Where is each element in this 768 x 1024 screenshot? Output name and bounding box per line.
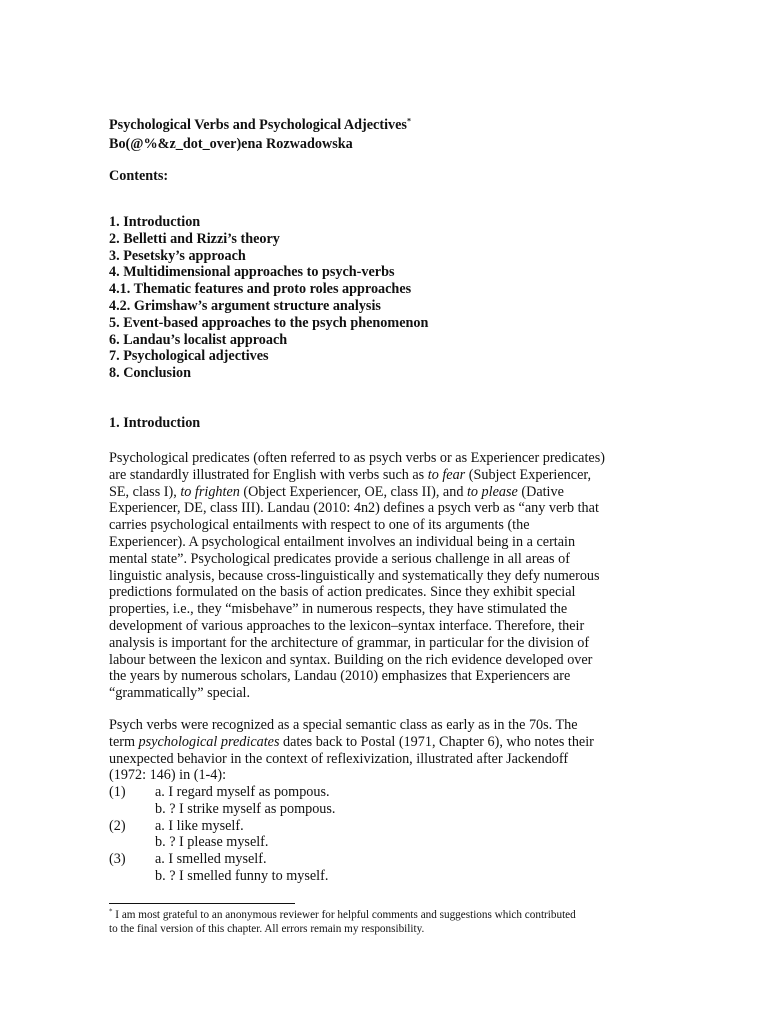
footnote bbox=[109, 908, 576, 936]
text-line: development of various approaches to the lexicon–syntax interface. Therefore, their bbox=[109, 617, 585, 634]
text-line: labour between the lexicon and syntax. Building on the rich evidence developed over bbox=[109, 651, 593, 668]
text-line: unexpected behavior in the context of reflexivization, illustrated after Jackendoff bbox=[109, 750, 569, 767]
table-of-contents bbox=[109, 214, 428, 382]
toc-item: 8. Conclusion bbox=[109, 365, 191, 382]
title-text: Psychological Verbs and Psychological Adjectives bbox=[109, 117, 407, 133]
toc-item: 4.2. Grimshaw’s argument structure analysis bbox=[109, 297, 381, 314]
toc-item: 3. Pesetsky’s approach bbox=[109, 247, 246, 264]
toc-item: 4.1. Thematic features and proto roles approaches bbox=[109, 281, 412, 298]
text-line: analysis is important for the architecture of grammar, in particular for the division of bbox=[109, 634, 590, 651]
text-run: dates back to Postal (1971, Chapter 6), who notes their bbox=[279, 733, 594, 750]
italic-term: to please bbox=[466, 483, 518, 500]
title-block bbox=[109, 116, 411, 154]
contents-label: Contents: bbox=[109, 168, 169, 184]
text-line bbox=[109, 467, 605, 484]
example-text: b. ? I strike myself as pompous. bbox=[155, 800, 336, 817]
title-footnote-marker[interactable]: * bbox=[406, 116, 411, 126]
text-line: the years by numerous scholars, Landau (2010) emphasizes that Experiencers are bbox=[109, 668, 571, 685]
text-line: carries psychological entailments with respect to one of its arguments (the bbox=[109, 517, 530, 534]
italic-term: psychological predicates bbox=[138, 733, 280, 750]
text-run: (Object Experiencer, OE, class II), and bbox=[239, 483, 467, 500]
footnote-text: I am most grateful to an anonymous reviewer for helpful comments and suggestions which contributed bbox=[112, 909, 576, 921]
author-name: Bo(@%&z_dot_over)ena Rozwadowska bbox=[109, 136, 353, 152]
text-line: “grammatically” special. bbox=[109, 685, 251, 702]
toc-item: 4. Multidimensional approaches to psych-verbs bbox=[109, 264, 395, 281]
example-text: a. I like myself. bbox=[155, 817, 244, 834]
example-number: (1) bbox=[109, 784, 126, 800]
example-text: b. ? I please myself. bbox=[155, 834, 269, 851]
text-run: (Dative bbox=[517, 483, 564, 500]
paragraph-1 bbox=[109, 450, 605, 702]
italic-term: to frighten bbox=[180, 483, 240, 500]
toc-item: 5. Event-based approaches to the psych phenomenon bbox=[109, 314, 429, 331]
italic-term: to fear bbox=[427, 466, 466, 483]
text-run: are standardly illustrated for English with verbs such as bbox=[109, 466, 428, 483]
text-line: predictions formulated on the basis of action predicates. Since they exhibit special bbox=[109, 584, 576, 601]
example-text: a. I smelled myself. bbox=[155, 851, 267, 868]
footnote-divider bbox=[109, 903, 295, 904]
toc-item: 2. Belletti and Rizzi’s theory bbox=[109, 230, 280, 247]
text-run: SE, class I), bbox=[109, 483, 181, 500]
section-heading: 1. Introduction bbox=[109, 415, 201, 431]
footnote-marker: * bbox=[109, 907, 113, 916]
footnote-line: to the final version of this chapter. All errors remain my responsibility. bbox=[109, 923, 425, 936]
toc-item: 6. Landau’s localist approach bbox=[109, 331, 288, 348]
text-line: Experiencer). A psychological entailment involves an individual being in a certain bbox=[109, 533, 576, 550]
text-line bbox=[109, 734, 594, 751]
toc-item: 7. Psychological adjectives bbox=[109, 348, 269, 365]
text-run: term bbox=[109, 733, 139, 750]
footnote-line bbox=[109, 908, 576, 922]
text-line: Psych verbs were recognized as a special semantic class as early as in the 70s. The bbox=[109, 717, 578, 733]
example-number: (2) bbox=[109, 817, 126, 834]
document-title bbox=[109, 116, 411, 135]
text-line: mental state”. Psychological predicates provide a serious challenge in all areas of bbox=[109, 550, 570, 567]
example-number: (3) bbox=[109, 851, 126, 868]
text-line: linguistic analysis, because cross-linguistically and systematically they defy numerous bbox=[109, 567, 600, 584]
text-line: Psychological predicates (often referred to as psych verbs or as Experiencer predicates) bbox=[109, 450, 605, 466]
text-run: (Subject Experiencer, bbox=[465, 466, 592, 483]
example-text: b. ? I smelled funny to myself. bbox=[155, 867, 329, 884]
text-line: properties, i.e., they “misbehave” in numerous respects, they have stimulated the bbox=[109, 601, 568, 618]
paragraph-2 bbox=[109, 717, 594, 784]
text-line bbox=[109, 484, 605, 501]
toc-item: 1. Introduction bbox=[109, 214, 201, 230]
example-text: a. I regard myself as pompous. bbox=[155, 784, 330, 800]
text-line: (1972: 146) in (1-4): bbox=[109, 767, 227, 784]
text-line: Experiencer, DE, class III). Landau (2010: 4n2) defines a psych verb as “any verb that bbox=[109, 500, 599, 517]
